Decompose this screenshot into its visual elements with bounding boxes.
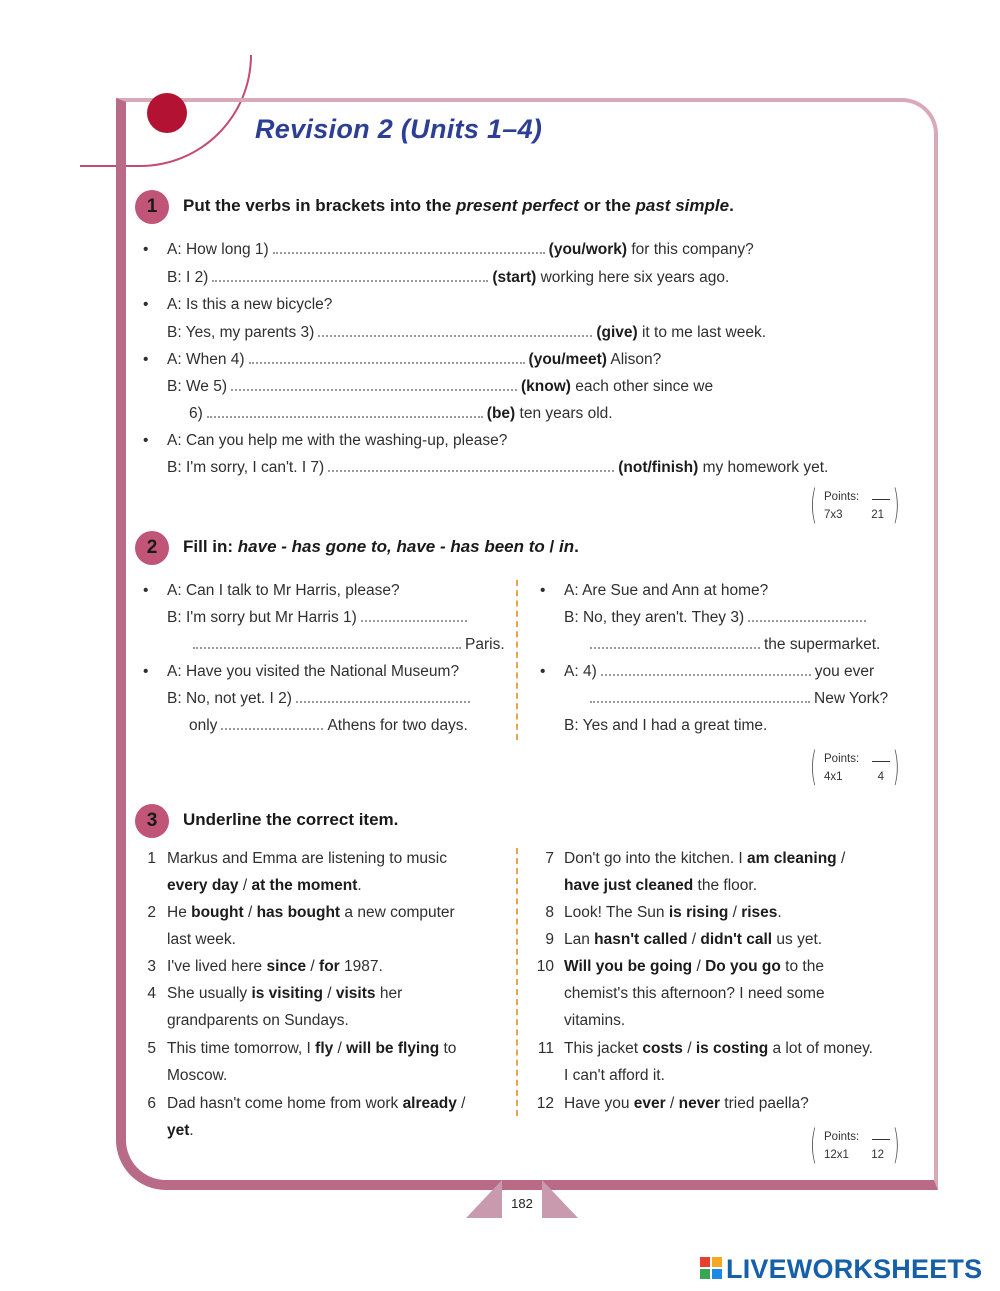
item-7-line-2: have just cleaned the floor.: [564, 877, 757, 894]
ex1-line-6: B: We 5) (know) each other since we: [167, 378, 714, 395]
option[interactable]: have just cleaned: [564, 877, 694, 894]
item-number: 7: [545, 850, 554, 867]
option[interactable]: for: [319, 958, 340, 975]
item-number: 12: [536, 1095, 554, 1112]
item-2-line-2: last week.: [167, 931, 236, 948]
blank-3-cont[interactable]: [590, 637, 760, 649]
exercise-number: 2: [135, 531, 169, 565]
item-number: 1: [147, 850, 156, 867]
bullet: •: [143, 663, 149, 680]
bullet: •: [540, 582, 546, 599]
ex2-left-line-1: A: Can I talk to Mr Harris, please?: [167, 582, 400, 599]
option[interactable]: since: [266, 958, 307, 975]
item-3-line-1: I've lived here since / for 1987.: [167, 958, 383, 975]
points-box: ( Points: 4x1 4 ): [810, 744, 900, 790]
item-number: 5: [147, 1040, 156, 1057]
option[interactable]: never: [678, 1095, 720, 1112]
item-7-line-1: Don't go into the kitchen. I am cleaning /: [564, 850, 846, 867]
item-number: 10: [536, 958, 554, 975]
blank-2[interactable]: [212, 270, 488, 282]
bullet: •: [143, 432, 149, 449]
bullet: •: [143, 296, 149, 313]
item-10-line-2: chemist's this afternoon? I need some: [564, 985, 825, 1002]
item-1-line-2: every day / at the moment.: [167, 877, 362, 894]
option[interactable]: Do you go: [705, 958, 781, 975]
liveworksheets-logo-icon: [700, 1257, 722, 1279]
bullet: •: [143, 582, 149, 599]
option[interactable]: at the moment: [251, 877, 358, 894]
ex2-left-line-3: Paris.: [189, 636, 505, 654]
item-8-line-1: Look! The Sun is rising / rises.: [564, 904, 782, 921]
page-number: 182: [511, 1196, 533, 1211]
option[interactable]: didn't call: [700, 931, 773, 948]
blank-1-cont[interactable]: [193, 637, 461, 649]
option[interactable]: ever: [633, 1095, 666, 1112]
item-2-line-1: He bought / has bought a new computer: [167, 904, 455, 921]
item-9-line-1: Lan hasn't called / didn't call us yet.: [564, 931, 823, 948]
ex2-right-line-3: the supermarket.: [586, 636, 880, 654]
page-number-tab: [466, 1180, 578, 1218]
item-5-line-1: This time tomorrow, I fly / will be flying to: [167, 1040, 457, 1057]
item-10-line-3: vitamins.: [564, 1012, 626, 1029]
option[interactable]: bought: [191, 904, 244, 921]
points-box: ( Points: 7x3 21 ): [810, 482, 900, 528]
ex2-left-line-5: B: No, not yet. I 2): [167, 690, 474, 708]
item-5-line-2: Moscow.: [167, 1067, 228, 1084]
bullet: •: [143, 241, 149, 258]
option[interactable]: is costing: [695, 1040, 769, 1057]
blank-4[interactable]: [601, 664, 811, 676]
blank-7[interactable]: [328, 460, 614, 472]
ex1-line-2: B: I 2) (start) working here six years ago.: [167, 269, 730, 286]
item-11-line-1: This jacket costs / is costing a lot of money.: [564, 1040, 873, 1057]
option[interactable]: hasn't called: [594, 931, 688, 948]
points-box: ( Points: 12x1 12 ): [810, 1122, 900, 1168]
option[interactable]: fly: [315, 1040, 334, 1057]
ex1-line-1: A: How long 1) (you/work) for this company?: [167, 241, 754, 258]
ex2-right-line-2: B: No, they aren't. They 3): [564, 609, 870, 627]
ex2-right-line-5: New York?: [586, 690, 888, 708]
ex1-line-4: B: Yes, my parents 3) (give) it to me last week.: [167, 324, 767, 341]
option[interactable]: am cleaning: [747, 850, 837, 867]
blank-1[interactable]: [361, 610, 467, 622]
ex1-line-3: A: Is this a new bicycle?: [167, 296, 333, 313]
option[interactable]: every day: [167, 877, 239, 894]
blank-4[interactable]: [249, 352, 525, 364]
brand-name: LIVEWORKSHEETS: [726, 1254, 983, 1284]
item-number: 6: [147, 1095, 156, 1112]
exercise-title: Put the verbs in brackets into the present perfect or the past simple.: [183, 196, 734, 215]
option[interactable]: visits: [335, 985, 376, 1002]
option[interactable]: will be flying: [346, 1040, 440, 1057]
blank-5[interactable]: [231, 379, 517, 391]
option[interactable]: Will you be going: [564, 958, 693, 975]
item-4-line-1: She usually is visiting / visits her: [167, 985, 403, 1002]
blank-1[interactable]: [273, 242, 545, 254]
ex2-right-line-4: A: 4) you ever: [564, 663, 875, 680]
exercise-1-header: [135, 190, 855, 224]
item-6-line-2: yet.: [167, 1122, 194, 1139]
item-12-line-1: Have you ever / never tried paella?: [564, 1095, 809, 1112]
ex1-line-7: 6) (be) ten years old.: [189, 405, 613, 422]
exercise-number: 3: [135, 804, 169, 838]
ex1-line-8: A: Can you help me with the washing-up, please?: [167, 432, 508, 449]
item-number: 2: [147, 904, 156, 921]
exercise-3-header: [135, 804, 855, 838]
ex2-right-line-6: B: Yes and I had a great time.: [564, 717, 768, 734]
item-number: 9: [545, 931, 554, 948]
bullet: •: [143, 351, 149, 368]
blank-2-cont[interactable]: [221, 718, 323, 730]
option[interactable]: yet: [167, 1122, 190, 1139]
column-divider: [516, 848, 518, 1116]
blank-4-cont[interactable]: [590, 691, 810, 703]
option[interactable]: is rising: [668, 904, 729, 921]
item-10-line-1: Will you be going / Do you go to the: [564, 958, 824, 975]
option[interactable]: costs: [642, 1040, 683, 1057]
column-divider: [516, 580, 518, 740]
page-title: Revision 2 (Units 1–4): [255, 114, 543, 144]
exercise-number: 1: [135, 190, 169, 224]
item-1-line-1: Markus and Emma are listening to music: [167, 850, 447, 867]
option[interactable]: already: [402, 1095, 457, 1112]
option[interactable]: has bought: [256, 904, 341, 921]
item-number: 11: [537, 1040, 554, 1057]
option[interactable]: is visiting: [251, 985, 323, 1002]
item-11-line-2: I can't afford it.: [564, 1067, 665, 1084]
item-6-line-1: Dad hasn't come home from work already /: [167, 1095, 466, 1112]
blank-6[interactable]: [207, 406, 483, 418]
ex2-left-line-4: A: Have you visited the National Museum?: [167, 663, 460, 680]
bullet: •: [540, 663, 546, 680]
item-number: 8: [545, 904, 554, 921]
item-number: 3: [147, 958, 156, 975]
ex2-right-line-1: A: Are Sue and Ann at home?: [564, 582, 769, 599]
ex1-line-9: B: I'm sorry, I can't. I 7) (not/finish) my homework yet.: [167, 459, 829, 476]
exercise-title: Fill in: have - has gone to, have - has been to / in.: [183, 537, 579, 556]
exercise-2-header: [135, 531, 855, 565]
blank-3[interactable]: [318, 325, 592, 337]
ex2-left-line-6: only Athens for two days.: [189, 717, 468, 734]
item-number: 4: [147, 985, 156, 1002]
blank-2[interactable]: [296, 691, 470, 703]
header-dot: [147, 93, 187, 133]
blank-3[interactable]: [748, 610, 866, 622]
option[interactable]: rises: [741, 904, 778, 921]
exercise-title: Underline the correct item.: [183, 810, 399, 829]
ex1-line-5: A: When 4) (you/meet) Alison?: [167, 351, 662, 368]
ex2-left-line-2: B: I'm sorry but Mr Harris 1): [167, 609, 471, 627]
item-4-line-2: grandparents on Sundays.: [167, 1012, 349, 1029]
